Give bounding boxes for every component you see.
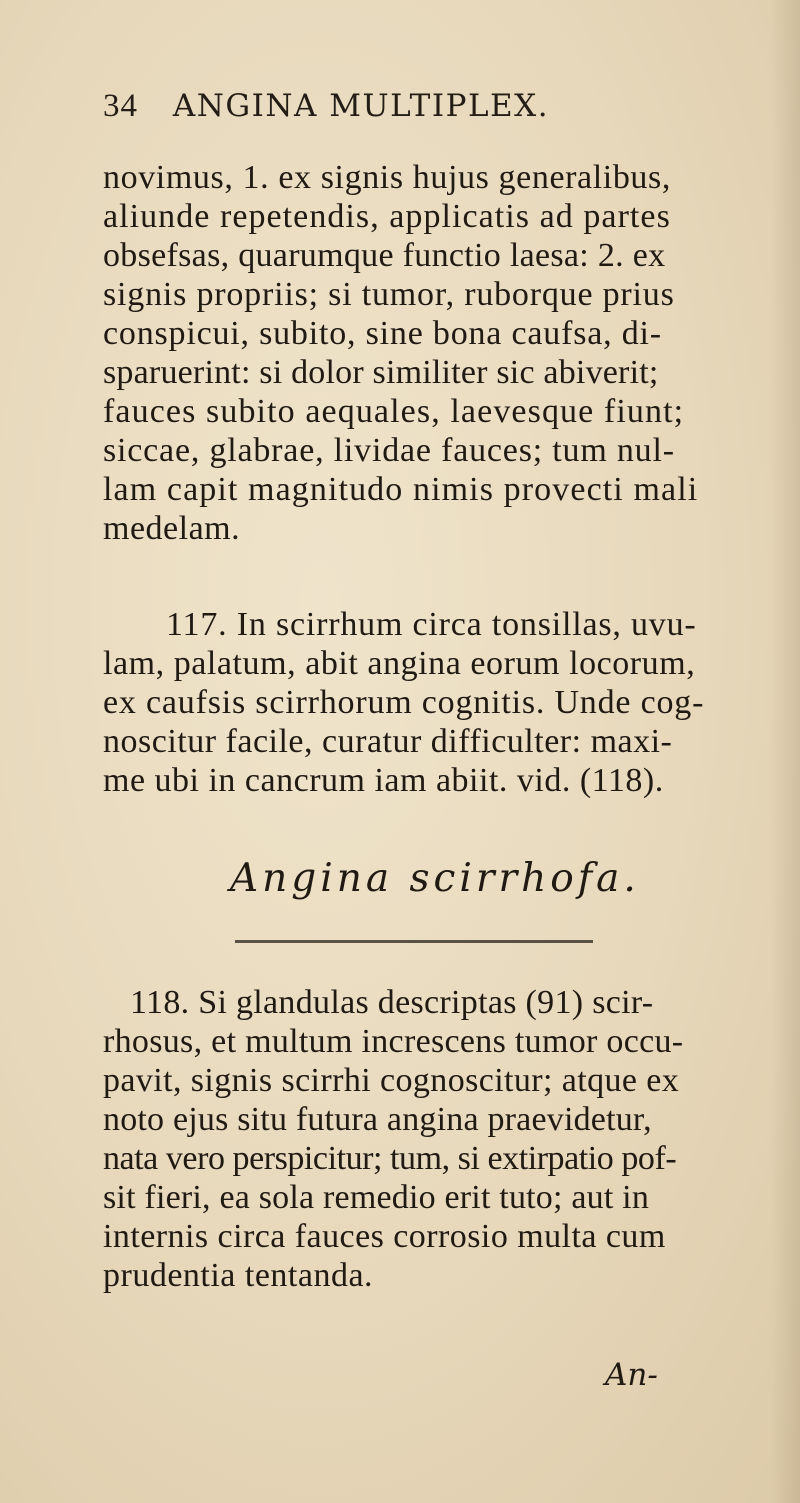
- text-line: aliunde repetendis, applicatis ad partes: [103, 198, 671, 235]
- running-title: ANGINA MULTIPLEX.: [172, 88, 550, 124]
- text-line: sparuerint: si dolor similiter sic abiverit;: [103, 354, 659, 391]
- text-line: siccae, glabrae, lividae fauces; tum nul-: [103, 432, 675, 469]
- text-line: internis circa fauces corrosio multa cum: [103, 1218, 666, 1255]
- text-line: lam capit magnitudo nimis provecti mali: [103, 471, 699, 508]
- text-line: 118. Si glandulas descriptas (91) scir-: [130, 984, 654, 1021]
- text-line: conspicui, subito, sine bona caufsa, di-: [103, 315, 662, 352]
- text-line: pavit, signis scirrhi cognoscitur; atque ex: [103, 1062, 680, 1099]
- running-header: [103, 88, 549, 125]
- catchword: An-: [605, 1357, 658, 1393]
- text-line: 117. In scirrhum circa tonsillas, uvu-: [166, 606, 697, 643]
- text-line: nata vero perspicitur; tum, si extirpatio pof-: [103, 1140, 677, 1177]
- text-line: me ubi in cancrum iam abiit. vid. (118).: [103, 762, 664, 799]
- section-divider: [235, 940, 593, 943]
- page-edge-shadow: [770, 0, 800, 1503]
- page-number: 34: [103, 88, 138, 124]
- text-line: medelam.: [103, 510, 241, 547]
- text-line: prudentia tentanda.: [103, 1257, 374, 1294]
- text-line: lam, palatum, abit angina eorum locorum,: [103, 645, 696, 682]
- text-line: novimus, 1. ex signis hujus generalibus,: [103, 159, 671, 196]
- text-line: fauces subito aequales, laevesque fiunt;: [103, 393, 685, 430]
- text-line: noto ejus situ futura angina praevidetur,: [103, 1101, 652, 1138]
- text-line: sit fieri, ea sola remedio erit tuto; aut in: [103, 1179, 650, 1216]
- text-line: obsefsas, quarumque functio laesa: 2. ex: [103, 237, 666, 274]
- text-line: ex caufsis scirrhorum cognitis. Unde cog-: [103, 684, 705, 721]
- text-line: noscitur facile, curatur difficulter: maxi-: [103, 723, 673, 760]
- text-line: rhosus, et multum increscens tumor occu-: [103, 1023, 684, 1060]
- section-heading: Angina scirrhofa.: [230, 856, 640, 901]
- text-line: signis propriis; si tumor, ruborque prius: [103, 276, 675, 313]
